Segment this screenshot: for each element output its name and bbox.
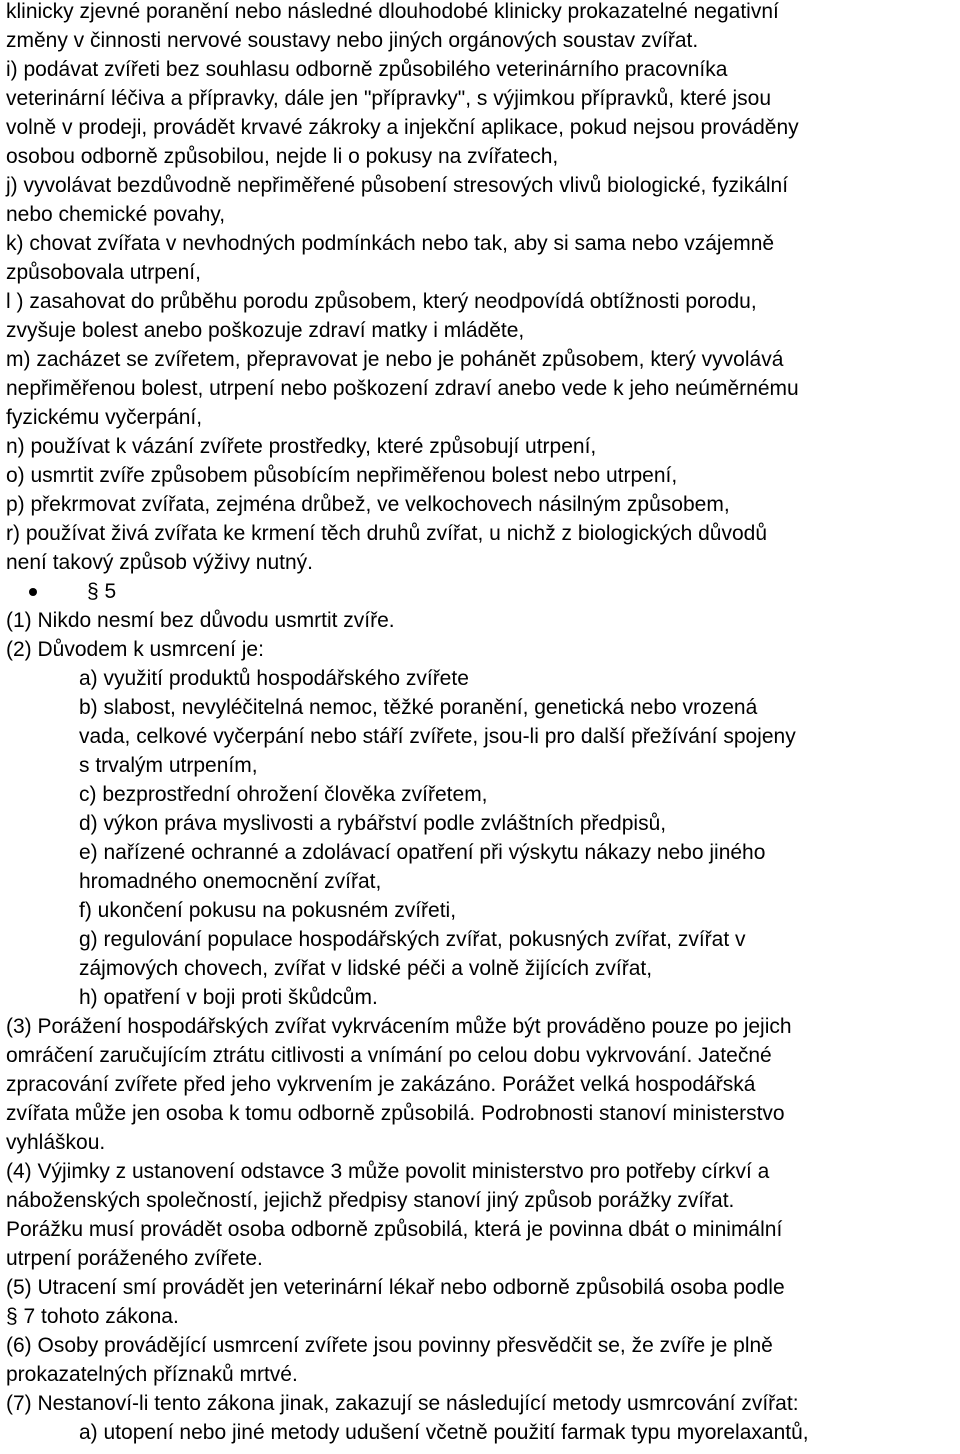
paragraph-section-5-rest [6,1012,958,1418]
document-line: zvířata může jen osoba k tomu odborně způsobilá. Podrobnosti stanoví ministerstvo [6,1102,785,1125]
document-line: o) usmrtit zvíře způsobem působícím nepřiměřenou bolest nebo utrpení, [6,464,678,487]
document-line: (2) Důvodem k usmrcení je: [6,638,264,661]
document-line: l ) zasahovat do průběhu porodu způsobem, který neodpovídá obtížnosti porodu, [6,290,757,313]
document-line: utrpení poráženého zvířete. [6,1247,263,1270]
document-line: způsobovala utrpení, [6,261,201,284]
document-line: r) používat živá zvířata ke krmení těch druhů zvířat, u nichž z biologických důvodů [6,522,768,545]
document-line: vyhláškou. [6,1131,106,1154]
document-line: vada, celkové vyčerpání nebo stáří zvířete, jsou-li pro další přežívání spojeny [79,725,796,748]
document-line: § 7 tohoto zákona. [6,1305,179,1328]
document-line: (6) Osoby provádějící usmrcení zvířete jsou povinny přesvědčit se, že zvíře je plně [6,1334,773,1357]
document-line: nepřiměřenou bolest, utrpení nebo poškození zdraví anebo vede k jeho neúměrnému [6,377,799,400]
document-line: omráčení zaručujícím ztrátu citlivosti a vnímání po celou dobu vykrvování. Jatečné [6,1044,772,1067]
document-line: fyzickému vyčerpání, [6,406,203,429]
paragraph-section-5-intro [6,606,958,664]
document-line: (5) Utracení smí provádět jen veterinární lékař nebo odborně způsobilá osoba podle [6,1276,785,1299]
document-line: n) používat k vázání zvířete prostředky, které způsobují utrpení, [6,435,597,458]
document-line: veterinární léčiva a přípravky, dále jen "přípravky", s výjimkou přípravků, které jsou [6,87,771,110]
document-line: nebo chemické povahy, [6,203,226,226]
document-line: Porážku musí provádět osoba odborně způsobilá, která je povinna dbát o minimální [6,1218,783,1241]
document-line-last: a) utopení nebo jiné metody udušení včetně použití farmak typu myorelaxantů, [79,1421,809,1444]
document-line: c) bezprostřední ohrožení člověka zvířetem, [79,783,488,806]
section-heading-text: § 5 [87,580,117,603]
bullet-icon [29,588,37,596]
document-line: (3) Porážení hospodářských zvířat vykrvácením může být prováděno pouze po jejich [6,1015,792,1038]
document-line: (4) Výjimky z ustanovení odstavce 3 může povolit ministerstvo pro potřeby církví a [6,1160,770,1183]
document-line: m) zacházet se zvířetem, přepravovat je nebo je pohánět způsobem, který vyvolává [6,348,784,371]
document-line: d) výkon práva myslivosti a rybářství podle zvláštních předpisů, [79,812,667,835]
section-heading [6,577,958,606]
document-line: zvyšuje bolest anebo poškozuje zdraví matky i mláděte, [6,319,525,342]
document-line: k) chovat zvířata v nevhodných podmínkách nebo tak, aby si sama nebo vzájemně [6,232,775,255]
document-line: hromadného onemocnění zvířat, [79,870,382,893]
document-line: zpracování zvířete před jeho vykrvením je zakázáno. Porážet velká hospodářská [6,1073,756,1096]
document-line: osobou odborně způsobilou, nejde li o pokusy na zvířatech, [6,145,559,168]
paragraph-prohibitions-list [6,0,958,577]
document-line: volně v prodeji, provádět krvavé zákroky a injekční aplikace, pokud nejsou prováděny [6,116,799,139]
document-line: (7) Nestanoví-li tento zákona jinak, zakazují se následující metody usmrcování zvířat: [6,1392,799,1415]
document-line: i) podávat zvířeti bez souhlasu odborně způsobilého veterinárního pracovníka [6,58,728,81]
document-line: klinicky zjevné poranění nebo následné dlouhodobé klinicky prokazatelné negativní [6,0,779,23]
document-line: (1) Nikdo nesmí bez důvodu usmrtit zvíře. [6,609,395,632]
document-page [6,0,958,1447]
document-line: s trvalým utrpením, [79,754,258,777]
document-line: e) nařízené ochranné a zdolávací opatření při výskytu nákazy nebo jiného [79,841,766,864]
document-line: g) regulování populace hospodářských zvířat, pokusných zvířat, zvířat v [79,928,746,951]
document-line: j) vyvolávat bezdůvodně nepřiměřené působení stresových vlivů biologické, fyzikální [6,174,789,197]
document-line: není takový způsob výživy nutný. [6,551,313,574]
document-line: p) překrmovat zvířata, zejména drůbež, ve velkochovech násilným způsobem, [6,493,730,516]
document-line: b) slabost, nevyléčitelná nemoc, těžké poranění, genetická nebo vrozená [79,696,758,719]
document-line: a) využití produktů hospodářského zvířete [79,667,469,690]
document-line: zájmových chovech, zvířat v lidské péči a volně žijících zvířat, [79,957,653,980]
document-line: f) ukončení pokusu na pokusném zvířeti, [79,899,457,922]
document-line: změny v činnosti nervové soustavy nebo jiných orgánových soustav zvířat. [6,29,699,52]
document-line: h) opatření v boji proti škůdcům. [79,986,378,1009]
document-line: náboženských společností, jejichž předpisy stanoví jiný způsob porážky zvířat. [6,1189,735,1212]
document-line: prokazatelných příznaků mrtvé. [6,1363,298,1386]
list-reasons-for-killing [6,664,958,1012]
